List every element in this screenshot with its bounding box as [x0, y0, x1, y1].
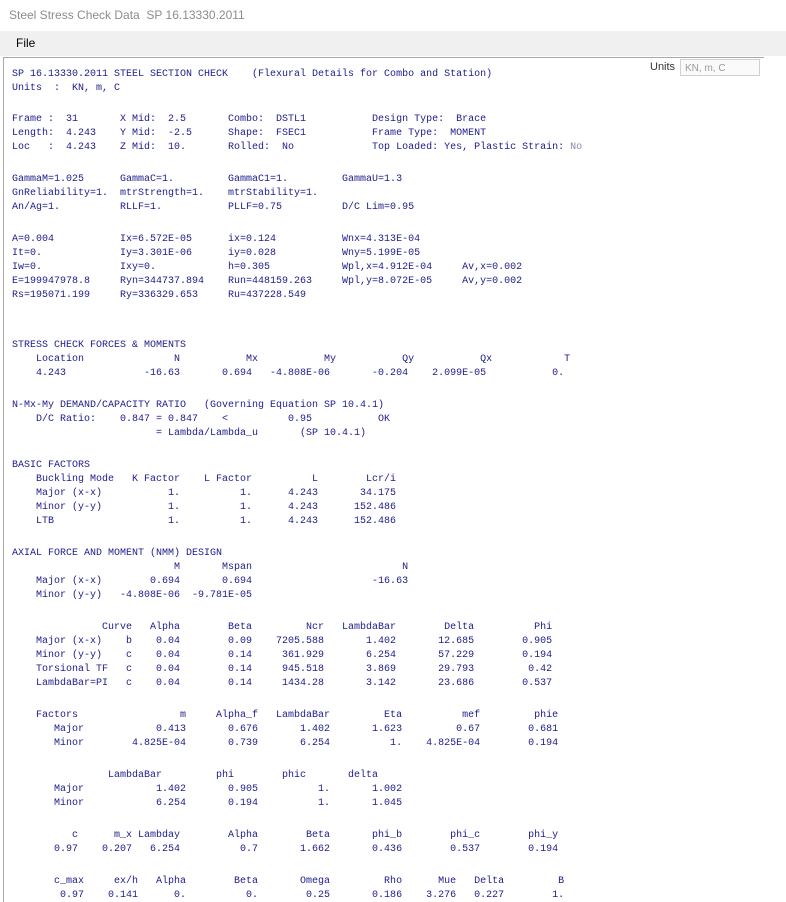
report-line: Iw=0. Ixy=0. h=0.305 Wpl,x=4.912E-04 Av,x=0.002 — [12, 262, 523, 273]
report-line: Torsional TF c 0.04 0.14 945.518 3.869 29.793 0.42 — [12, 664, 553, 675]
window-title: Steel Stress Check Data SP 16.13330.2011 — [9, 8, 245, 22]
report-line: Major (x-x) 1. 1. 4.243 34.175 — [12, 488, 397, 499]
report-line: Factors m Alpha_f LambdaBar Eta mef phie — [12, 710, 559, 721]
report-line: LambdaBar=PI c 0.04 0.14 1434.28 3.142 23.686 0.537 — [12, 678, 553, 689]
report-line: Location N Mx My Qy Qx T — [12, 354, 571, 365]
report-line: Frame : 31 X Mid: 2.5 Combo: DSTL1 Design Type: Brace — [12, 114, 487, 125]
report-line: c_max ex/h Alpha Beta Omega Rho Mue Delta B — [12, 876, 565, 887]
report-line: Minor 6.254 0.194 1. 1.045 — [12, 798, 403, 809]
report-line: GnReliability=1. mtrStrength=1. mtrStability=1. — [12, 188, 319, 199]
report-line: Minor (y-y) c 0.04 0.14 361.929 6.254 57.229 0.194 — [12, 650, 553, 661]
report-line: A=0.004 Ix=6.572E-05 ix=0.124 Wnx=4.313E-04 — [12, 234, 421, 245]
report-line: AXIAL FORCE AND MOMENT (NMM) DESIGN — [12, 548, 223, 559]
report-line: LTB 1. 1. 4.243 152.486 — [12, 516, 397, 527]
report-line: Minor 4.825E-04 0.739 6.254 1. 4.825E-04 0.194 — [12, 738, 559, 749]
report-line — [12, 141, 582, 154]
report-line: N-Mx-My DEMAND/CAPACITY RATIO (Governing Equation SP 10.4.1) — [12, 400, 385, 411]
report-line: LambdaBar phi phic delta — [12, 770, 379, 781]
report-line: 4.243 -16.63 0.694 -4.808E-06 -0.204 2.099E-05 0. — [12, 368, 565, 379]
report-line: Buckling Mode K Factor L Factor L Lcr/i — [12, 474, 397, 485]
units-dropdown[interactable]: KN, m, C — [680, 59, 760, 76]
report-line: It=0. Iy=3.301E-06 iy=0.028 Wny=5.199E-05 — [12, 248, 421, 259]
report-line: Minor (y-y) 1. 1. 4.243 152.486 — [12, 502, 397, 513]
report-line: Major (x-x) b 0.04 0.09 7205.588 1.402 12.685 0.905 — [12, 636, 553, 647]
report-line: GammaM=1.025 GammaC=1. GammaC1=1. GammaU=1.3 — [12, 174, 403, 185]
report-line: SP 16.13330.2011 STEEL SECTION CHECK (Flexural Details for Combo and Station) — [12, 69, 493, 80]
report-line: = Lambda/Lambda_u (SP 10.4.1) — [12, 428, 367, 439]
report-line: c m_x Lambday Alpha Beta phi_b phi_c phi_y — [12, 830, 559, 841]
menu-file[interactable]: File — [16, 36, 36, 50]
report-line: M Mspan N — [12, 562, 409, 573]
report-line: Length: 4.243 Y Mid: -2.5 Shape: FSEC1 Frame Type: MOMENT — [12, 128, 487, 139]
report-line: D/C Ratio: 0.847 = 0.847 < 0.95 OK — [12, 414, 391, 425]
report-line: Major 1.402 0.905 1. 1.002 — [12, 784, 403, 795]
report-line: An/Ag=1. RLLF=1. PLLF=0.75 D/C Lim=0.95 — [12, 202, 415, 213]
report-line: 0.97 0.207 6.254 0.7 1.662 0.436 0.537 0.194 — [12, 844, 559, 855]
report-line: Major 0.413 0.676 1.402 1.623 0.67 0.681 — [12, 724, 559, 735]
report-line: Minor (y-y) -4.808E-06 -9.781E-05 — [12, 590, 253, 601]
vertical-scrollbar[interactable] — [764, 57, 786, 901]
report-line: 0.97 0.141 0. 0. 0.25 0.186 3.276 0.227 1. — [12, 890, 565, 901]
menu-bar — [0, 31, 786, 56]
report-line: STRESS CHECK FORCES & MOMENTS — [12, 340, 187, 351]
report-line: E=199947978.8 Ryn=344737.894 Run=448159.263 Wpl,y=8.072E-05 Av,y=0.002 — [12, 276, 523, 287]
report-text-area[interactable] — [3, 57, 764, 902]
plastic-strain-value: No — [570, 142, 583, 153]
report-line: Rs=195071.199 Ry=336329.653 Ru=437228.549 — [12, 290, 307, 301]
report-line: BASIC FACTORS — [12, 460, 91, 471]
report-line-text: Loc : 4.243 Z Mid: 10. Rolled: No Top Loaded: Yes, Plastic Strain: — [12, 142, 571, 153]
report-line: Curve Alpha Beta Ncr LambdaBar Delta Phi — [12, 622, 553, 633]
report-line: Units : KN, m, C — [12, 83, 121, 94]
units-label: Units — [650, 61, 676, 73]
title-bar — [0, 0, 786, 32]
report-line: Major (x-x) 0.694 0.694 -16.63 — [12, 576, 409, 587]
